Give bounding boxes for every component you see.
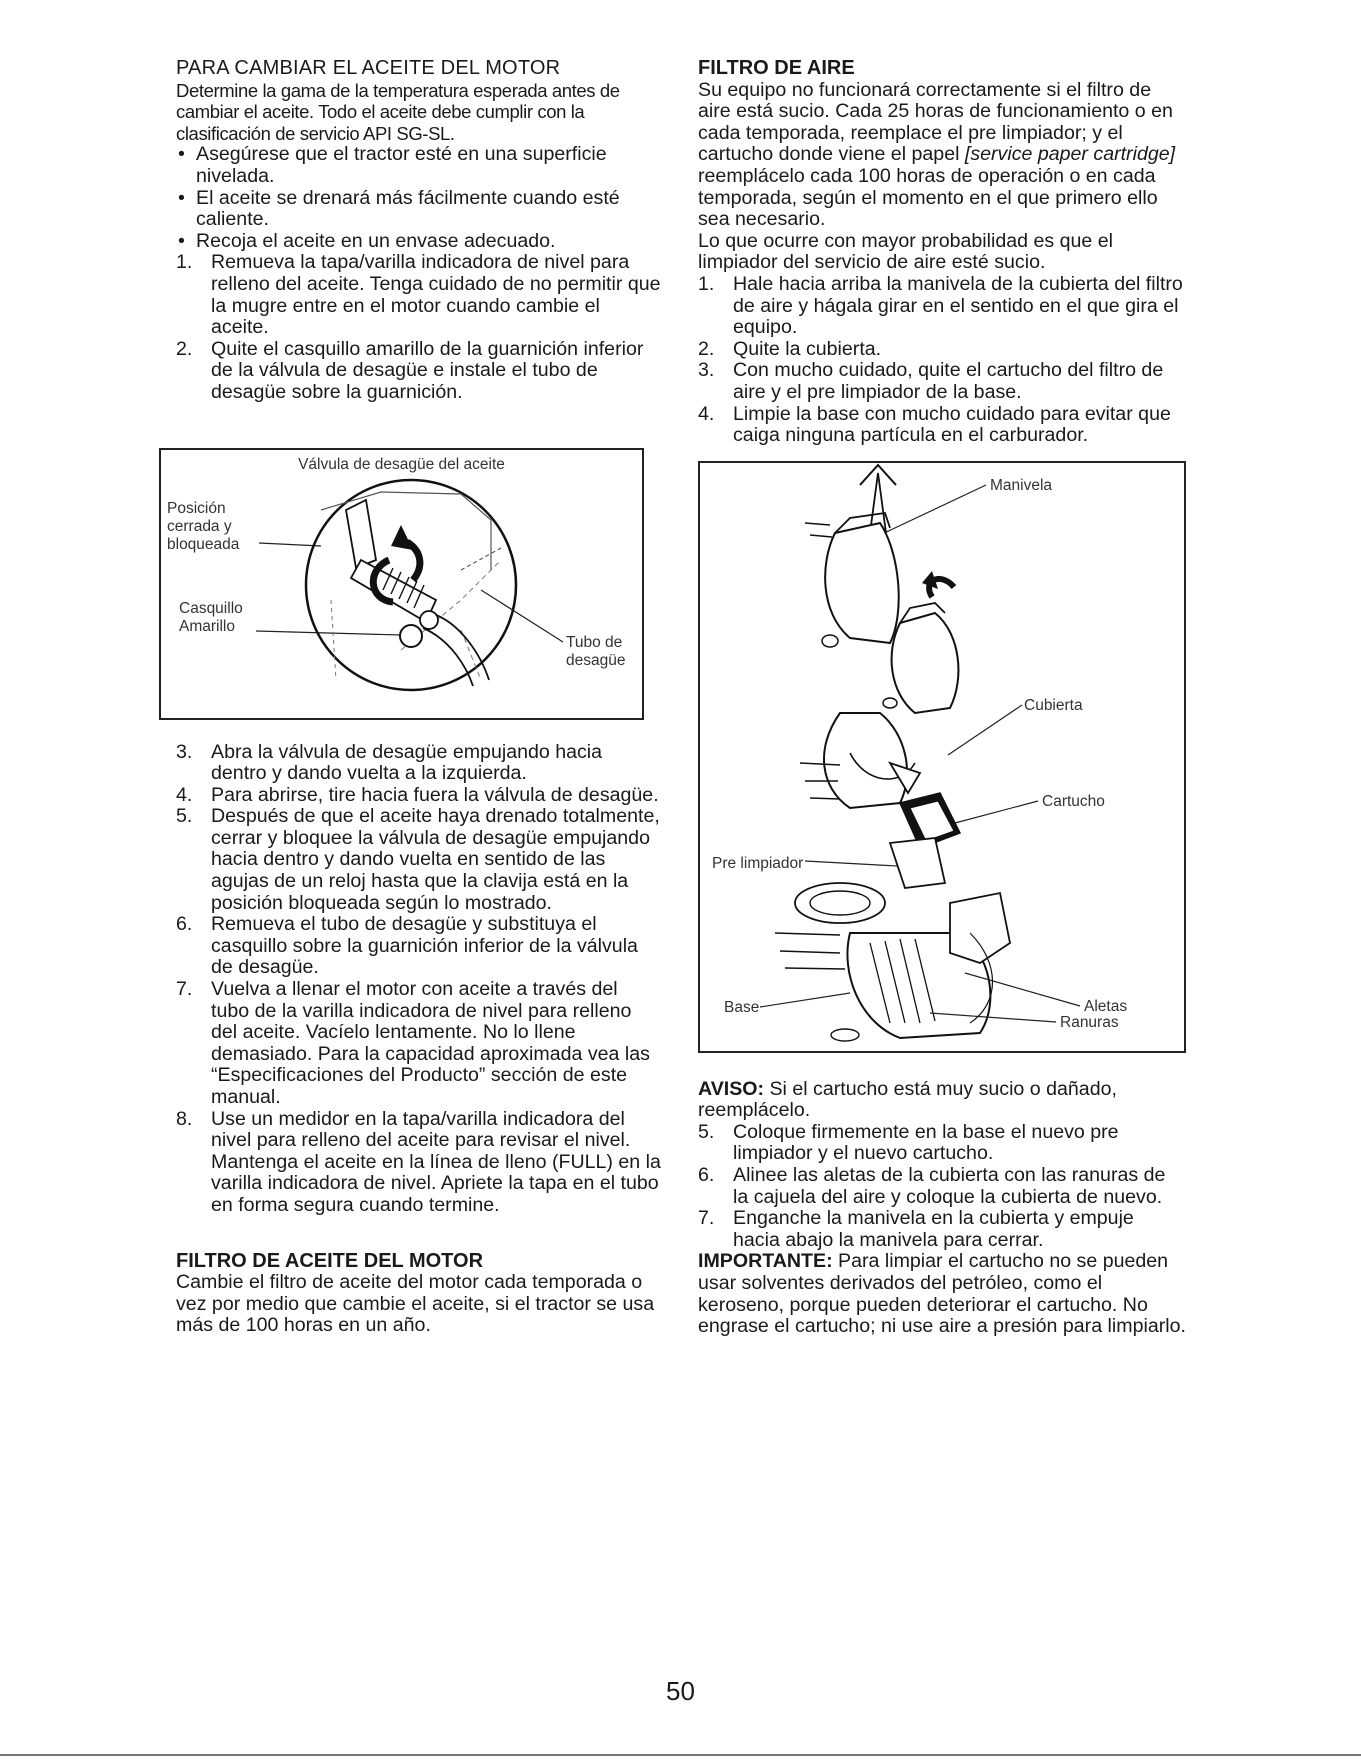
label-slots: Ranuras [1060, 1013, 1119, 1031]
air-filter-para2: Lo que ocurre con mayor probabilidad es que el limpiador del servicio de aire esté sucio. [698, 229, 1113, 274]
air-filter-illustration [700, 463, 1186, 1053]
step-item [176, 914, 661, 979]
label-cover: Cubierta [1024, 696, 1083, 714]
step-number: 1. [698, 272, 715, 295]
air-filter-figure [698, 461, 1186, 1053]
step-item [698, 360, 1186, 403]
left-column [167, 57, 661, 1337]
step-item [176, 252, 661, 338]
step-item [176, 979, 661, 1109]
label-fins: Aletas [1084, 997, 1128, 1015]
step-text: Con mucho cuidado, quite el cartucho del filtro de aire y el pre limpiador de la base. [733, 359, 1164, 403]
step-number: 8. [176, 1107, 193, 1130]
bullet-item: • Asegúrese que el tractor esté en una superficie nivelada. [176, 144, 661, 187]
figure-title: Válvula de desagüe del aceite [298, 455, 505, 473]
step-text: Use un medidor en la tapa/varilla indicadora del nivel para relleno del aceite para revisar el nivel. Mantenga el aceite en la línea de lleno (FULL) en la varilla indicadora de nivel. Apriete la tapa en el tubo en forma segura cuando termine. [211, 1107, 661, 1216]
step-item [698, 274, 1186, 339]
step-number: 5. [176, 805, 193, 828]
step-number: 2. [698, 337, 715, 360]
oil-filter-title: FILTRO DE ACEITE DEL MOTOR [176, 1249, 484, 1272]
air-filter-para1 [698, 80, 1186, 231]
oil-change-title: PARA CAMBIAR EL ACEITE DEL MOTOR [176, 57, 561, 79]
notice-paragraph [698, 1079, 1186, 1122]
oil-change-bullets [176, 144, 661, 252]
step-item [176, 806, 661, 914]
label-precleaner: Pre limpiador [712, 854, 804, 872]
step-text: Quite el casquillo amarillo de la guarnición inferior de la válvula de desagüe e instale el tubo de desagüe sobre la guarnición. [211, 337, 644, 403]
step-text: Remueva la tapa/varilla indicadora de nivel para relleno del aceite. Tenga cuidado de no permitir que la mugre entre en el motor cuando cambie el aceite. [211, 251, 661, 339]
right-column [698, 58, 1186, 1338]
drain-valve-figure [159, 448, 644, 720]
step-number: 4. [176, 783, 193, 806]
step-number: 3. [698, 359, 715, 382]
bullet-item: • Recoja el aceite en un envase adecuado. [176, 231, 661, 253]
bullet-item: • El aceite se drenará más fácilmente cuando esté caliente. [176, 188, 661, 231]
step-text: Para abrirse, tire hacia fuera la válvula de desagüe. [211, 783, 659, 806]
oil-filter-text: Cambie el filtro de aceite del motor cada temporada o vez por medio que cambie el aceite, si el tractor se usa más de 100 horas en un año. [176, 1271, 655, 1337]
step-item [698, 1122, 1186, 1165]
step-number: 7. [176, 978, 193, 1001]
step-text: Hale hacia arriba la manivela de la cubierta del filtro de aire y hágala girar en el sentido en el que gira el equipo. [733, 272, 1183, 339]
step-item [698, 1165, 1186, 1208]
step-item [176, 742, 661, 785]
para1-italic: [service paper cartridge] [964, 143, 1176, 166]
label-yellow-cap: Casquillo Amarillo [179, 599, 243, 635]
step-item [176, 785, 661, 807]
oil-change-intro: Determine la gama de la temperatura esperada antes de cambiar el aceite. Todo el aceite debe cumplir con la clasificación de servicio API SG-SL. [176, 79, 620, 144]
drain-valve-illustration [161, 450, 644, 720]
label-drain-tube: Tubo de desagüe [566, 633, 626, 669]
step-item [698, 1208, 1186, 1251]
bottom-rule [0, 1754, 1361, 1756]
step-number: 1. [176, 251, 193, 274]
step-text: Abra la válvula de desagüe empujando hacia dentro y dando vuelta a la izquierda. [211, 740, 603, 785]
step-text: Alinee las aletas de la cubierta con las ranuras de la cajuela del aire y coloque la cubierta de nuevo. [733, 1164, 1166, 1208]
notice-label: AVISO: [698, 1077, 765, 1100]
step-number: 7. [698, 1207, 715, 1230]
step-number: 4. [698, 402, 715, 425]
step-number: 2. [176, 337, 193, 360]
label-cartridge: Cartucho [1042, 792, 1105, 810]
label-handle: Manivela [990, 476, 1053, 494]
notice-text: Si el cartucho está muy sucio o dañado, reemplácelo. [698, 1077, 1117, 1122]
step-item [176, 339, 661, 404]
step-text: Vuelva a llenar el motor con aceite a través del tubo de la varilla indicadora de nivel para relleno del aceite. Vacíelo lentamente. No lo llene demasiado. Para la capacidad aproximada vea las “Especificaciones del Producto” sección de este manual. [211, 978, 650, 1108]
important-label: IMPORTANTE: [698, 1250, 833, 1273]
step-text: Coloque firmemente en la base el nuevo pre limpiador y el nuevo cartucho. [733, 1120, 1119, 1165]
step-text: Enganche la manivela en la cubierta y empuje hacia abajo la manivela para cerrar. [733, 1207, 1134, 1251]
important-text: Para limpiar el cartucho no se pueden usar solventes derivados del petróleo, como el keroseno, porque pueden deteriorar el cartucho. No engrase el cartucho; ni use aire a presión para limpiarlo. [698, 1250, 1186, 1338]
label-closed-position: Posición cerrada y bloqueada [167, 499, 240, 553]
step-number: 6. [698, 1164, 715, 1187]
air-filter-title: FILTRO DE AIRE [698, 57, 855, 79]
para1-text: Su equipo no funcionará correctamente si el filtro de aire está sucio. Cada 25 horas de funcionamiento o en cada temporada, reemplace el pre limpiador; y el cartucho donde viene el papel [698, 78, 1173, 166]
label-base: Base [724, 998, 760, 1016]
step-number: 6. [176, 913, 193, 936]
step-number: 5. [698, 1120, 715, 1143]
step-text: Limpie la base con mucho cuidado para evitar que caiga ninguna partícula en el carburador. [733, 402, 1171, 447]
page-number: 50 [666, 1676, 695, 1706]
step-text: Remueva el tubo de desagüe y substituya el casquillo sobre la guarnición inferior de la válvula de desagüe. [211, 913, 638, 979]
step-text: Después de que el aceite haya drenado totalmente, cerrar y bloquee la válvula de desagüe empujando hacia dentro y dando vuelta en sentido de las agujas de un reloj hasta que la clavija está en la posición bloqueada según lo mostrado. [211, 805, 660, 914]
important-paragraph [698, 1251, 1186, 1337]
step-item [698, 404, 1186, 447]
step-item [698, 339, 1186, 361]
para1-text-after: reemplácelo cada 100 horas de operación o en cada temporada, según el momento en el que primero ello sea necesario. [698, 164, 1158, 231]
step-number: 3. [176, 740, 193, 763]
step-item [176, 1109, 661, 1217]
step-text: Quite la cubierta. [733, 337, 882, 360]
